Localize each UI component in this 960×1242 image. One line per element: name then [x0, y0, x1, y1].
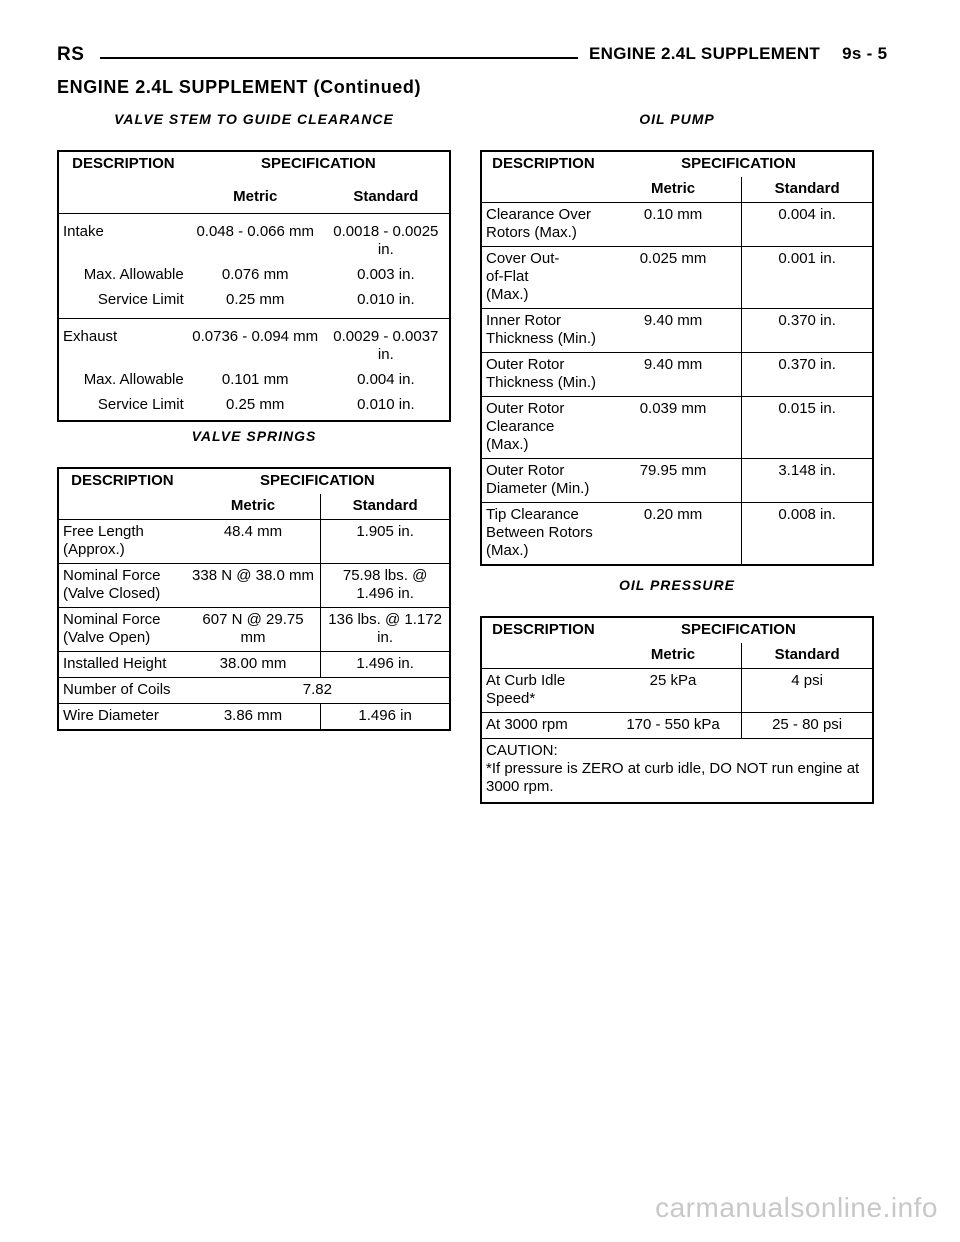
- row-desc: Nominal Force (Valve Open): [58, 608, 186, 652]
- table-header-row: [481, 151, 873, 177]
- section-title: ENGINE 2.4L SUPPLEMENT (Continued): [57, 77, 422, 97]
- row-standard: 0.008 in.: [742, 503, 873, 566]
- row-metric: 9.40 mm: [605, 353, 742, 397]
- row-desc: At 3000 rpm: [481, 713, 605, 739]
- col-description: DESCRIPTION: [58, 151, 188, 214]
- valve-clearance-table: [57, 150, 451, 422]
- row-standard: 75.98 lbs. @ 1.496 in.: [321, 564, 450, 608]
- row-metric: 0.076 mm: [221, 266, 289, 283]
- col-description: DESCRIPTION: [58, 468, 186, 520]
- row-desc: Tip Clearance Between Rotors (Max.): [486, 506, 593, 559]
- row-metric: 0.048 - 0.066 mm: [196, 223, 314, 240]
- col-specification: SPECIFICATION: [681, 621, 796, 638]
- row-desc: Outer Rotor Clearance (Max.): [481, 397, 605, 459]
- row-desc: At Curb Idle Speed*: [481, 669, 605, 713]
- row-standard: 3.148 in.: [742, 459, 873, 503]
- row-standard: 25 - 80 psi: [742, 713, 873, 739]
- row-metric: 0.039 mm: [605, 397, 742, 459]
- row-standard: 4 psi: [742, 669, 873, 713]
- row-desc: Outer Rotor Thickness (Min.): [481, 353, 605, 397]
- table-row: [58, 319, 450, 369]
- header-title: ENGINE 2.4L SUPPLEMENT: [589, 44, 821, 63]
- row-standard: 1.496 in.: [321, 652, 450, 678]
- row-standard: 1.905 in.: [321, 520, 450, 564]
- col-description: DESCRIPTION: [481, 151, 605, 203]
- row-metric: 0.20 mm: [643, 506, 703, 523]
- table-row: [58, 393, 450, 421]
- oil-pump-caption: OIL PUMP: [639, 111, 715, 127]
- row-desc: Service Limit: [97, 396, 184, 413]
- header-rule: [100, 57, 578, 59]
- row-desc: Cover Out-of-Flat (Max.): [481, 247, 605, 309]
- table-row: [481, 459, 873, 503]
- row-standard: 0.001 in.: [742, 247, 873, 309]
- row-desc: Intake: [63, 223, 104, 240]
- col-standard: Standard: [323, 185, 450, 214]
- row-metric: 9.40 mm: [605, 309, 742, 353]
- row-metric: 607 N @ 29.75 mm: [186, 608, 321, 652]
- row-standard: 0.004 in.: [742, 203, 873, 247]
- table-row: [481, 503, 873, 566]
- col-metric: Metric: [188, 185, 323, 214]
- row-standard: 0.010 in.: [357, 396, 415, 413]
- row-metric: 0.0736 - 0.094 mm: [192, 328, 319, 345]
- caution-text: *If pressure is ZERO at curb idle, DO NOT run engine at 3000 rpm.: [486, 760, 860, 795]
- oil-pump-table: [480, 150, 874, 566]
- row-desc: Wire Diameter: [63, 707, 159, 724]
- table-row: [481, 713, 873, 739]
- oil-pressure-table: [480, 616, 874, 804]
- col-specification: SPECIFICATION: [260, 472, 375, 489]
- col-specification: SPECIFICATION: [261, 155, 376, 172]
- row-desc: Number of Coils: [58, 678, 186, 704]
- row-desc: Nominal Force (Valve Closed): [58, 564, 186, 608]
- row-standard: 0.370 in.: [742, 309, 873, 353]
- header-left-code: RS: [57, 44, 85, 65]
- row-metric: 38.00 mm: [186, 652, 321, 678]
- table-row: [481, 669, 873, 713]
- row-standard: 0.010 in.: [323, 288, 450, 319]
- table-row: [58, 678, 450, 704]
- row-standard: 136 lbs. @ 1.172 in.: [321, 608, 450, 652]
- row-metric: 0.25 mm: [188, 288, 323, 319]
- row-standard: 0.004 in.: [357, 371, 415, 388]
- table-row: [58, 564, 450, 608]
- watermark-text: carmanualsonline.info: [655, 1192, 938, 1223]
- table-row: [481, 309, 873, 353]
- table-row: [58, 652, 450, 678]
- row-metric: 25 kPa: [605, 669, 742, 713]
- table-row: [58, 288, 450, 319]
- row-metric: 170 - 550 kPa: [605, 713, 742, 739]
- col-description: DESCRIPTION: [481, 617, 605, 669]
- page-number: 9s - 5: [842, 44, 888, 63]
- row-metric: 48.4 mm: [186, 520, 321, 564]
- row-standard: 0.003 in.: [357, 266, 415, 283]
- row-value: 7.82: [186, 678, 450, 704]
- row-metric: 79.95 mm: [605, 459, 742, 503]
- row-desc: Outer Rotor Diameter (Min.): [481, 459, 605, 503]
- row-metric: 0.025 mm: [605, 247, 742, 309]
- table-row: [481, 203, 873, 247]
- row-desc: Max. Allowable: [83, 266, 184, 283]
- table-header-row: [58, 468, 450, 494]
- table-header-row: [481, 617, 873, 643]
- row-metric: 3.86 mm: [223, 707, 283, 724]
- row-standard: 0.015 in.: [742, 397, 873, 459]
- table-row: [58, 704, 450, 731]
- table-row: [58, 214, 450, 264]
- row-desc: Free Length (Approx.): [58, 520, 186, 564]
- row-metric: 0.10 mm: [605, 203, 742, 247]
- row-desc: Service Limit: [58, 288, 188, 319]
- table-row: [58, 368, 450, 393]
- table-header-row: [58, 151, 450, 185]
- valve-springs-table: [57, 467, 451, 731]
- row-standard: 1.496 in: [321, 704, 450, 731]
- row-metric: 0.25 mm: [226, 396, 285, 413]
- row-desc: Exhaust: [63, 328, 118, 345]
- col-specification: SPECIFICATION: [681, 155, 796, 172]
- row-standard: 0.0018 - 0.0025 in.: [333, 223, 439, 258]
- row-desc: Max. Allowable: [83, 371, 184, 388]
- table-row: [481, 247, 873, 309]
- table-row: [58, 263, 450, 288]
- oil-pressure-caption: OIL PRESSURE: [619, 577, 735, 593]
- row-metric: 338 N @ 38.0 mm: [186, 564, 321, 608]
- valve-clearance-caption: VALVE STEM TO GUIDE CLEARANCE: [114, 111, 394, 127]
- col-standard: Standard: [321, 494, 450, 520]
- col-standard: Standard: [742, 177, 873, 203]
- header-right: [589, 44, 887, 64]
- col-metric: Metric: [605, 643, 742, 669]
- caution-note: [481, 739, 873, 804]
- caution-label: CAUTION:: [486, 742, 558, 759]
- col-metric: Metric: [186, 494, 321, 520]
- table-row: [58, 520, 450, 564]
- row-metric: 0.101 mm: [221, 371, 289, 388]
- row-desc: Inner Rotor Thickness (Min.): [481, 309, 605, 353]
- table-row: [481, 397, 873, 459]
- row-standard: 0.370 in.: [742, 353, 873, 397]
- row-standard: 0.0029 - 0.0037 in.: [333, 328, 439, 363]
- table-row: [481, 353, 873, 397]
- row-desc: Clearance Over Rotors (Max.): [481, 203, 605, 247]
- row-desc: Installed Height: [58, 652, 186, 678]
- table-row: [58, 608, 450, 652]
- valve-springs-caption: VALVE SPRINGS: [191, 428, 317, 444]
- col-metric: Metric: [605, 177, 742, 203]
- table-row: [481, 739, 873, 804]
- col-standard: Standard: [742, 643, 873, 669]
